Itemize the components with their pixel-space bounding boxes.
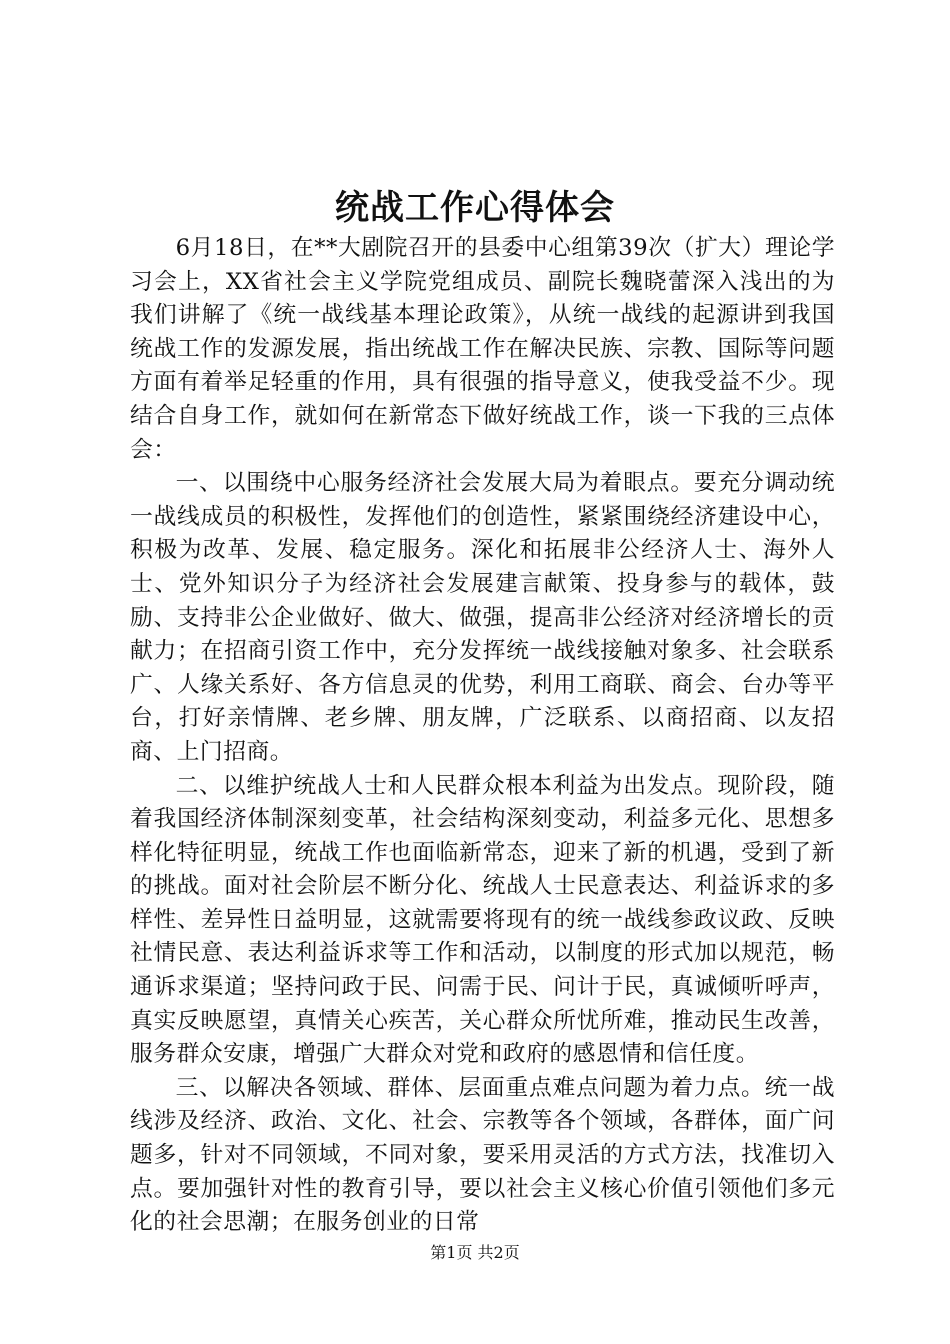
document-title: 统战工作心得体会	[335, 188, 615, 228]
paragraph-point-3: 三、以解决各领域、群体、层面重点难点问题为着力点。统一战线涉及经济、政治、文化、社会、宗教等各个领域，各群体，面广问题多，针对不同领域，不同对象，要采用灵活的方式方法，找准切入点。要加强针对性的教育引导，要以社会主义核心价值引领他们多元化的社会思潮；在服务创业的日常	[130, 1074, 835, 1236]
paragraph-point-2: 二、以维护统战人士和人民群众根本利益为出发点。现阶段，随着我国经济体制深刻变革，社会结构深刻变动，利益多元化、思想多样化特征明显，统战工作也面临新常态，迎来了新的机遇，受到了新的挑战。面对社会阶层不断分化、统战人士民意表达、利益诉求的多样性、差异性日益明显，这就需要将现有的统一战线参政议政、反映社情民意、表达利益诉求等工作和活动，以制度的形式加以规范，畅通诉求渠道；坚持问政于民、问需于民、问计于民，真诚倾听呼声，真实反映愿望，真情关心疾苦，关心群众所忧所难，推动民生改善，服务群众安康，增强广大群众对党和政府的感恩情和信任度。	[130, 772, 835, 1068]
page-number-footer: 第1页 共2页	[430, 1243, 520, 1262]
paragraph-point-1: 一、以围绕中心服务经济社会发展大局为着眼点。要充分调动统一战线成员的积极性，发挥他们的创造性，紧紧围绕经济建设中心，积极为改革、发展、稳定服务。深化和拓展非公经济人士、海外人士、党外知识分子为经济社会发展建言献策、投身参与的载体，鼓励、支持非公企业做好、做大、做强，提高非公经济对经济增长的贡献力；在招商引资工作中，充分发挥统一战线接触对象多、社会联系广、人缘关系好、各方信息灵的优势，利用工商联、商会、台办等平台，打好亲情牌、老乡牌、朋友牌，广泛联系、以商招商、以友招商、上门招商。	[130, 470, 835, 765]
paragraph-intro: 6月18日，在**大剧院召开的县委中心组第39次（扩大）理论学习会上，XX省社会主义学院党组成员、副院长魏晓蕾深入浅出的为我们讲解了《统一战线基本理论政策》，从统一战线的起源讲到我国统战工作的发源发展，指出统战工作在解决民族、宗教、国际等问题方面有着举足轻重的作用，具有很强的指导意义，使我受益不少。现结合自身工作，就如何在新常态下做好统战工作，谈一下我的三点体会：	[130, 235, 835, 463]
document-body	[130, 232, 835, 1240]
